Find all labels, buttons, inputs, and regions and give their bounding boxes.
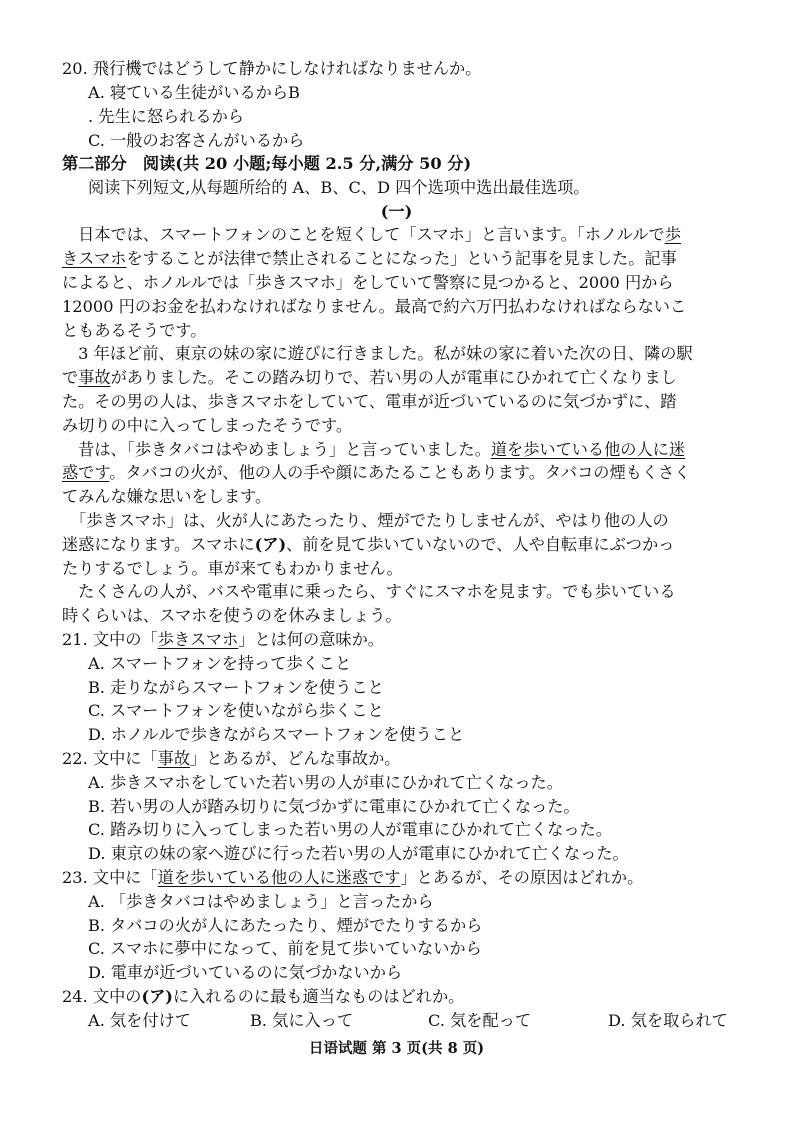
passage-line: 惑です。タバコの火が、他の人の手や顔にあたることもあります。タバコの煙もくさく [62,463,691,482]
section-heading: 第二部分 阅读(共 20 小题;每小题 2.5 分,满分 50 分) [62,154,472,173]
q23-option-a: A. 「歩きタバコはやめましょう」と言ったから [88,892,434,911]
q23-stem: 23. 文中に「道を歩いている他の人に迷惑です」とあるが、その原因はどれか。 [62,868,644,887]
passage-line: きスマホをすることが法律で禁止されることになった」という記事を見ました。記事 [62,249,677,268]
q21-stem: 21. 文中の「歩きスマホ」とは何の意味か。 [62,630,384,649]
q20-stem: 20. 飛行機ではどうして静かにしなければなりませんか。 [62,59,482,78]
q23-option-d: D. 電車が近づいているのに気づかないから [88,963,403,982]
q24-option-a: A. 気を付けて [88,1011,191,1030]
passage-line: たりするでしょう。車が来てもわかりません。 [62,559,403,578]
passage-line: たくさんの人が、バスや電車に乗ったら、すぐにスマホを見ます。でも歩いている [62,582,676,601]
q20-option-c: C. 一般のお客さんがいるから [88,131,305,150]
q21-option-a: A. スマートフォンを持って歩くこと [88,654,352,673]
passage-line: てみんな嫌な思いをします。 [62,487,272,506]
q22-stem: 22. 文中に「事故」とあるが、どんな事故か。 [62,749,401,768]
passage-line: 12000 円のお金を払わなければなりません。最高で約六万円払わなければならないこ [62,297,687,316]
q21-option-c: C. スマートフォンを使いながら歩くこと [88,701,384,720]
passage-line: た。その男の人は、歩きスマホをしていて、電車が近づいているのに気づかずに、踏 [62,392,677,411]
passage-line: み切りの中に入ってしまったそうです。 [62,416,353,435]
passage-line: によると、ホノルルでは「歩きスマホ」をしていて警察に見つかると、2000 円から [62,273,674,292]
blank-a-marker: (ア) [141,987,173,1006]
passage-line: ともあるそうです。 [62,321,207,340]
passage-line: で事故がありました。そこの踏み切りで、若い男の人が電車にひかれて亡くなりまし [62,368,677,387]
q24-options [88,1010,748,1032]
passage-line: 日本では、スマートフォンのことを短くして「スマホ」と言います。「ホノルルで歩 [62,225,681,244]
q22-option-a: A. 歩きスマホをしていた若い男の人が車にひかれて亡くなった。 [88,773,563,792]
section-instruction: 阅读下列短文,从每题所给的 A、B、C、D 四个选项中选出最佳选项。 [88,178,590,197]
q23-option-b: B. タバコの火が人にあたったり、煙がでたりするから [88,916,483,935]
q24-stem: 24. 文中の(ア)に入れるのに最も適当なものはどれか。 [62,987,465,1006]
page-footer: 日语试题 第 3 页(共 8 页) [308,1040,485,1057]
q24-option-b: B. 気に入って [250,1011,354,1030]
q21-option-b: B. 走りながらスマートフォンを使うこと [88,678,384,697]
q23-option-c: C. スマホに夢中になって、前を見て歩いていないから [88,939,482,958]
q22-option-c: C. 踏み切りに入ってしまった若い男の人が電車にひかれて亡くなった。 [88,820,612,839]
passage-line: 「歩きスマホ」は、火が人にあたったり、煙がでたりしませんが、やはり他の人の [62,511,669,530]
passage-line: 迷惑になります。スマホに(ア)、前を見て歩いていないので、人や自転車にぶつかっ [62,535,675,554]
passage-line: 昔は、「歩きタバコはやめましょう」と言っていました。道を歩いている他の人に迷 [62,440,686,459]
q21-option-d: D. ホノルルで歩きながらスマートフォンを使うこと [88,725,465,744]
q24-option-c: C. 気を配って [428,1011,532,1030]
part-label: (一) [380,202,413,221]
q20-option-b: . 先生に怒られるから [88,107,244,126]
q20-option-a: A. 寝ている生徒がいるからB [88,83,300,102]
q22-option-d: D. 東京の妹の家へ遊びに行った若い男の人が電車にひかれて亡くなった。 [88,844,629,863]
passage-line: 3 年ほど前、東京の妹の家に遊びに行きました。私が妹の家に着いた次の日、隣の駅 [62,344,693,363]
passage-line: 時くらいは、スマホを使うのを休みましょう。 [62,606,402,625]
q22-option-b: B. 若い男の人が踏み切りに気づかずに電車にひかれて亡くなった。 [88,797,580,816]
q24-option-d: D. 気を取られて [608,1011,728,1030]
blank-a-marker: (ア) [254,535,287,554]
